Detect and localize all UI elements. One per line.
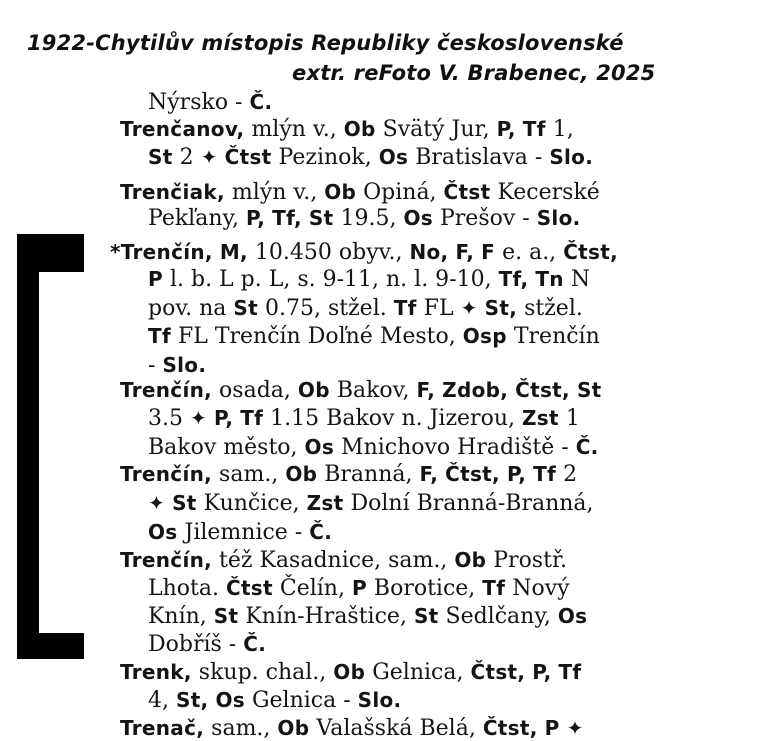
text-line: St 2 ✦ Čtst Pezinok, Os Bratislava - Slo. [148,145,594,170]
entry-trenciak: Trenčiak, mlýn v., Ob Opiná, Čtst Kecerské [120,180,600,205]
margin-bracket-vertical [17,234,39,659]
margin-bracket-top [17,234,84,272]
entry-trencin-branna: Trenčín, sam., Ob Branná, F, Čtst, P, Tf 2 [120,462,578,487]
text-line: ✦ St Kunčice, Zst Dolní Branná-Branná, [148,491,594,516]
text-line: Tf FL Trenčín Doľné Mesto, Osp Trenčín [148,324,600,349]
text-line: Knín, St Knín-Hraštice, St Sedlčany, Os [148,604,588,629]
margin-bracket-bottom [17,633,84,659]
text-line: Bakov město, Os Mnichovo Hradiště - Č. [148,435,599,460]
text-line: Dobříš - Č. [148,632,267,657]
text-line: 4, St, Os Gelnica - Slo. [148,688,402,713]
text-line: 3.5 ✦ P, Tf 1.15 Bakov n. Jizerou, Zst 1 [148,406,580,431]
entry-trenac: Trenač, sam., Ob Valašská Belá, Čtst, P ✦ [120,716,584,741]
document-credit: extr. reFoto V. Brabenec, 2025 [292,61,656,85]
text-line: P l. b. L p. L, s. 9-11, n. l. 9-10, Tf, Tn N [148,267,591,292]
text-line: Os Jilemnice - Č. [148,520,333,545]
text-line: - Slo. [148,353,207,378]
entry-trencanov: Trenčanov, mlýn v., Ob Svätý Jur, P, Tf 1, [120,117,574,142]
entry-trencin-kasadnice: Trenčín, též Kasadnice, sam., Ob Prostř. [120,548,568,573]
text-line: pov. na St 0.75, stžel. Tf FL ✦ St, stžel. [148,296,583,321]
text-line: Nýrsko - Č. [148,90,273,115]
text-line: Lhota. Čtst Čelín, P Borotice, Tf Nový [148,576,570,601]
document-title: 1922-Chytilův místopis Republiky československé [27,31,624,55]
entry-trencin-town: *Trenčín, M, 10.450 obyv., No, F, F e. a., Čtst, [110,240,618,265]
entry-trencin-bakov: Trenčín, osada, Ob Bakov, F, Zdob, Čtst, St [120,378,602,403]
entry-trenk: Trenk, skup. chal., Ob Gelnica, Čtst, P, Tf [120,660,582,685]
text-line: Pekľany, P, Tf, St 19.5, Os Prešov - Slo. [148,206,581,231]
